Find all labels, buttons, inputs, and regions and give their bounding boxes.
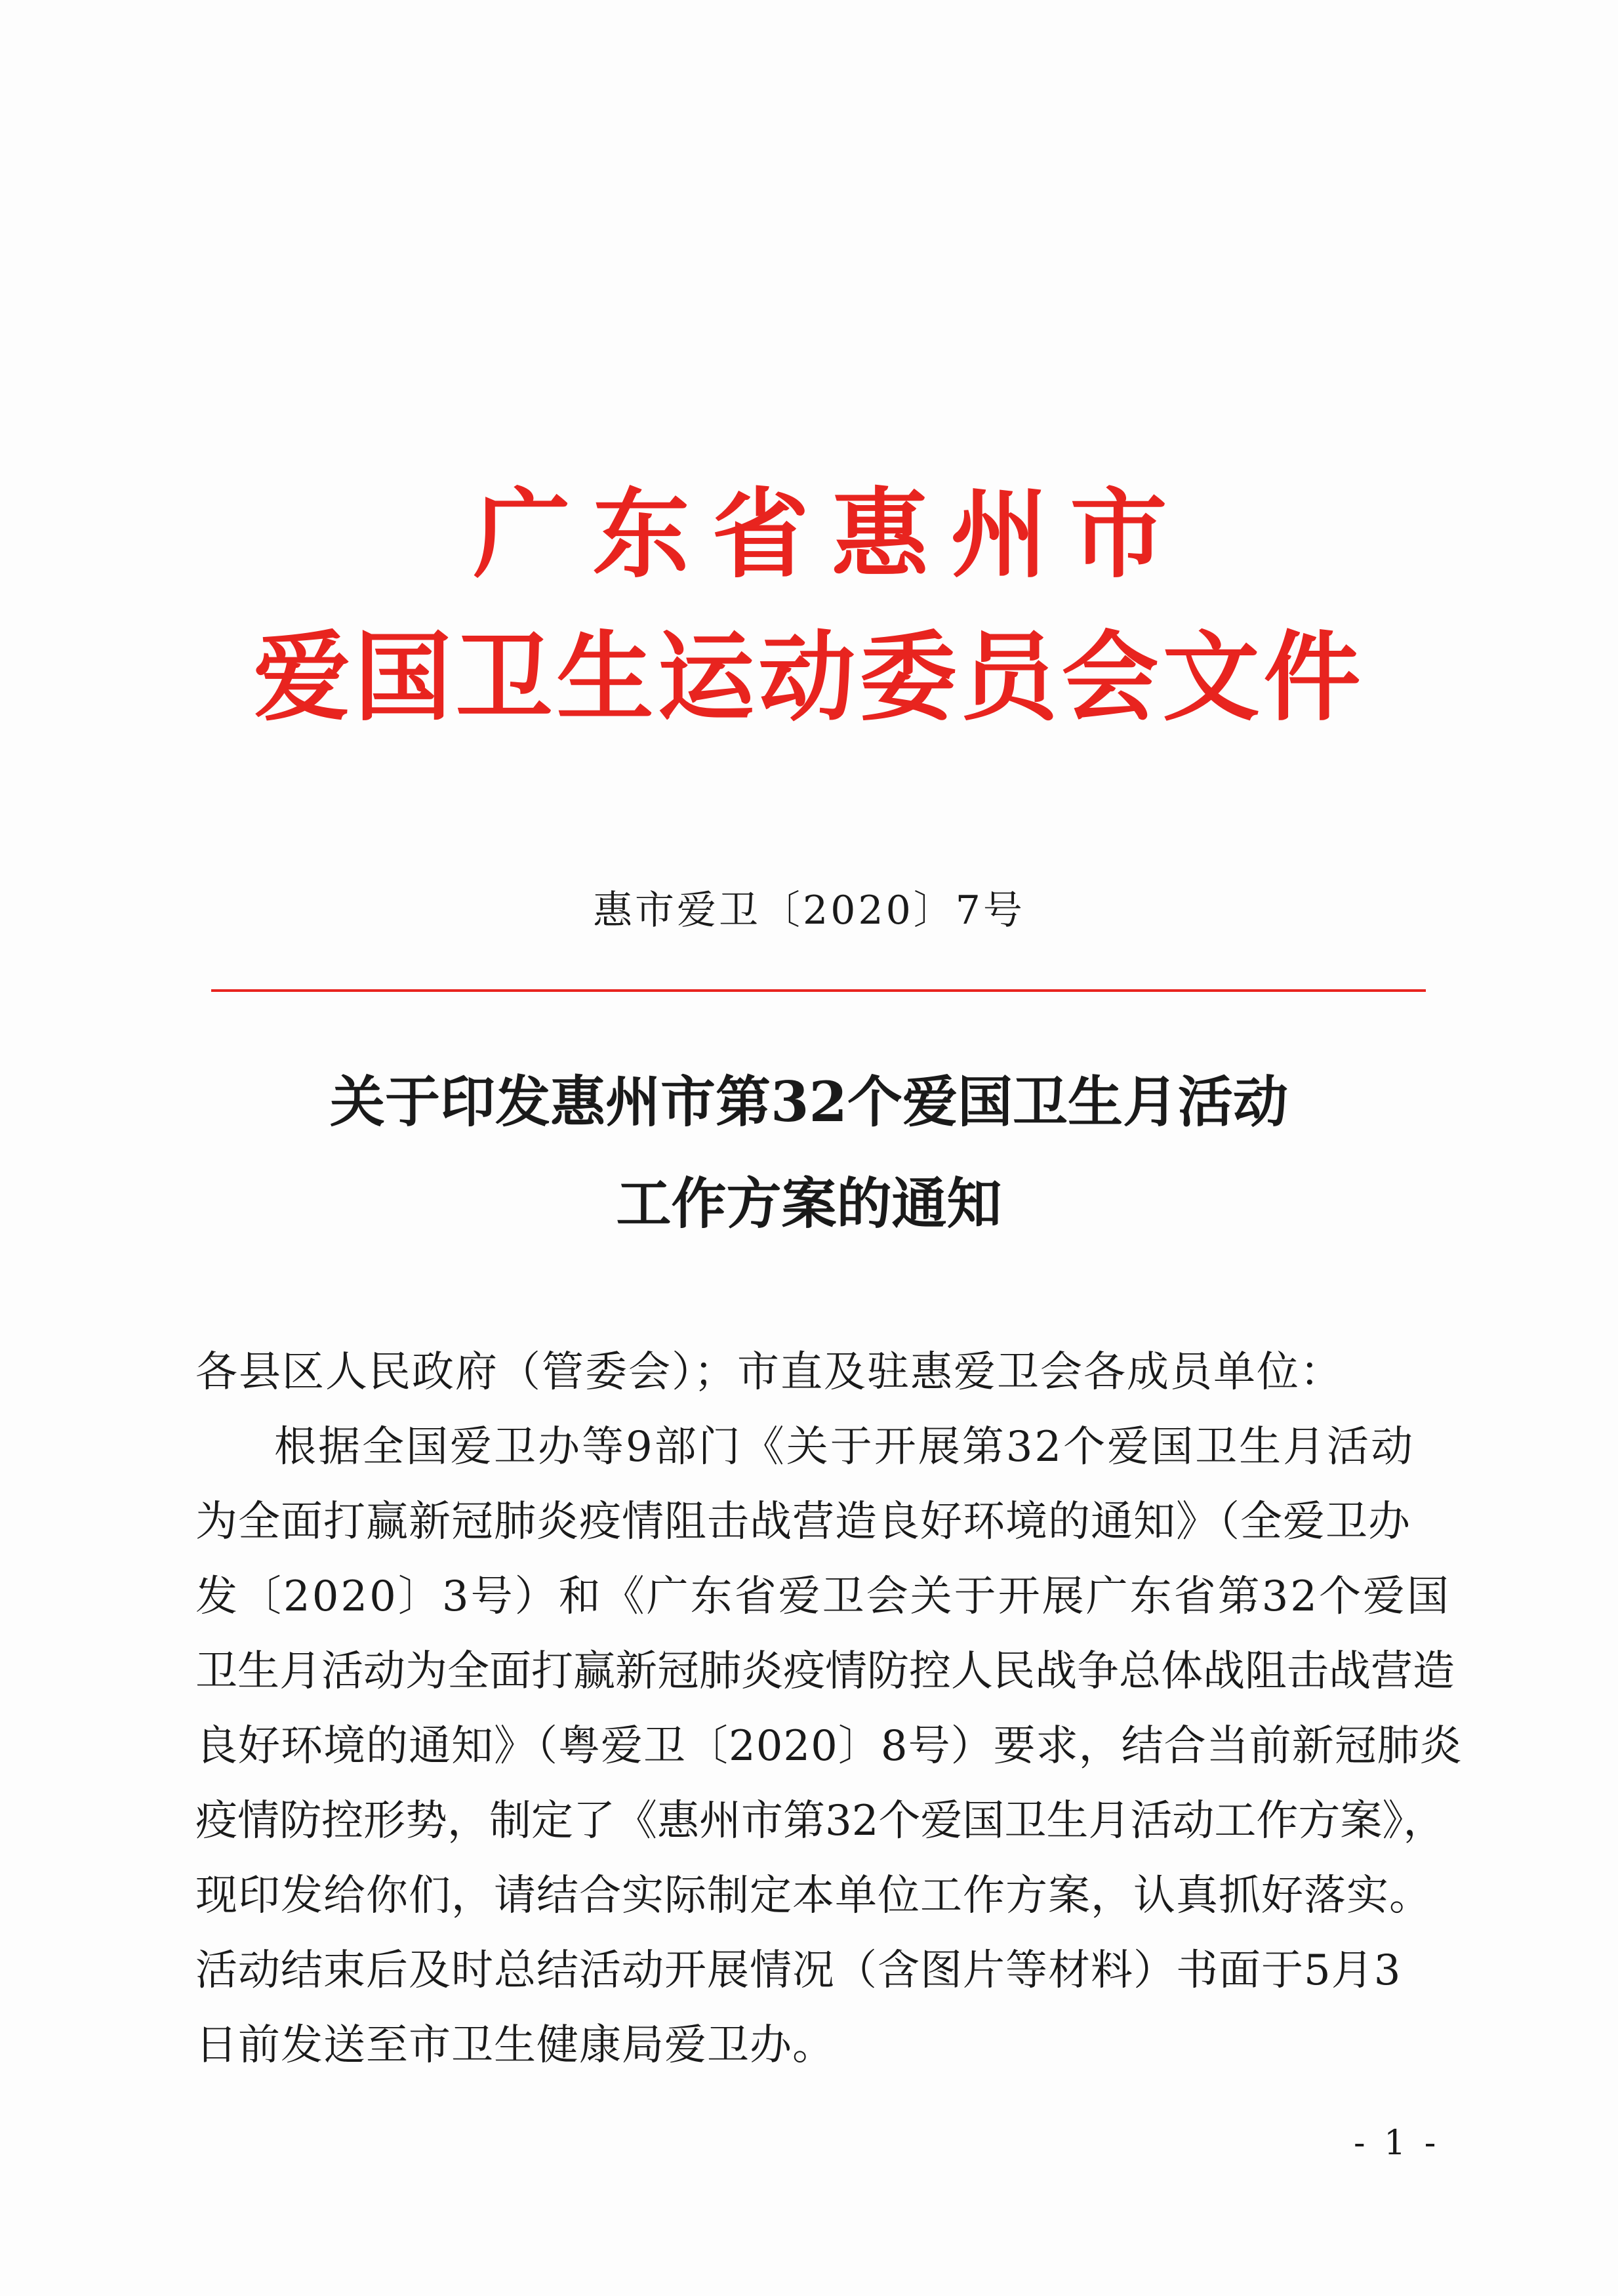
body-line: 疫情防控形势，制定了《惠州市第32个爱国卫生月活动工作方案》， [195,1797,1446,1845]
body-line: 根据全国爱卫办等9部门《关于开展第32个爱国卫生月活动 [274,1423,1415,1471]
body-line: 卫生月活动为全面打赢新冠肺炎疫情防控人民战争总体战阻击战营造 [195,1647,1455,1696]
body-line: 日前发送至市卫生健康局爱卫办。 [195,2021,835,2070]
document-title-line-1: 关于印发惠州市第32个爱国卫生月活动 [330,1069,1288,1134]
issuer-header-line-1: 广东省惠州市 [473,478,1190,591]
salutation: 各县区人民政府（管委会）；市直及驻惠爱卫会各成员单位： [195,1348,1343,1397]
red-separator-line [211,989,1426,992]
issuer-header-line-2: 爱国卫生运动委员会文件 [253,621,1365,734]
body-line: 发〔2020〕3号）和《广东省爱卫会关于开展广东省第32个爱国 [195,1572,1451,1621]
document-number: 惠市爱卫〔2020〕7号 [593,888,1025,933]
body-line: 现印发给你们，请结合实际制定本单位工作方案，认真抓好落实。 [195,1872,1432,1920]
document-title-line-2: 工作方案的通知 [616,1171,1002,1236]
body-line: 良好环境的通知》（粤爱卫〔2020〕8号）要求，结合当前新冠肺炎 [195,1722,1463,1771]
body-line: 活动结束后及时总结活动开展情况（含图片等材料）书面于5月3 [195,1946,1402,1995]
page-number: - 1 - [1354,2123,1440,2163]
body-line: 为全面打赢新冠肺炎疫情阻击战营造良好环境的通知》（全爱卫办 [195,1498,1411,1546]
